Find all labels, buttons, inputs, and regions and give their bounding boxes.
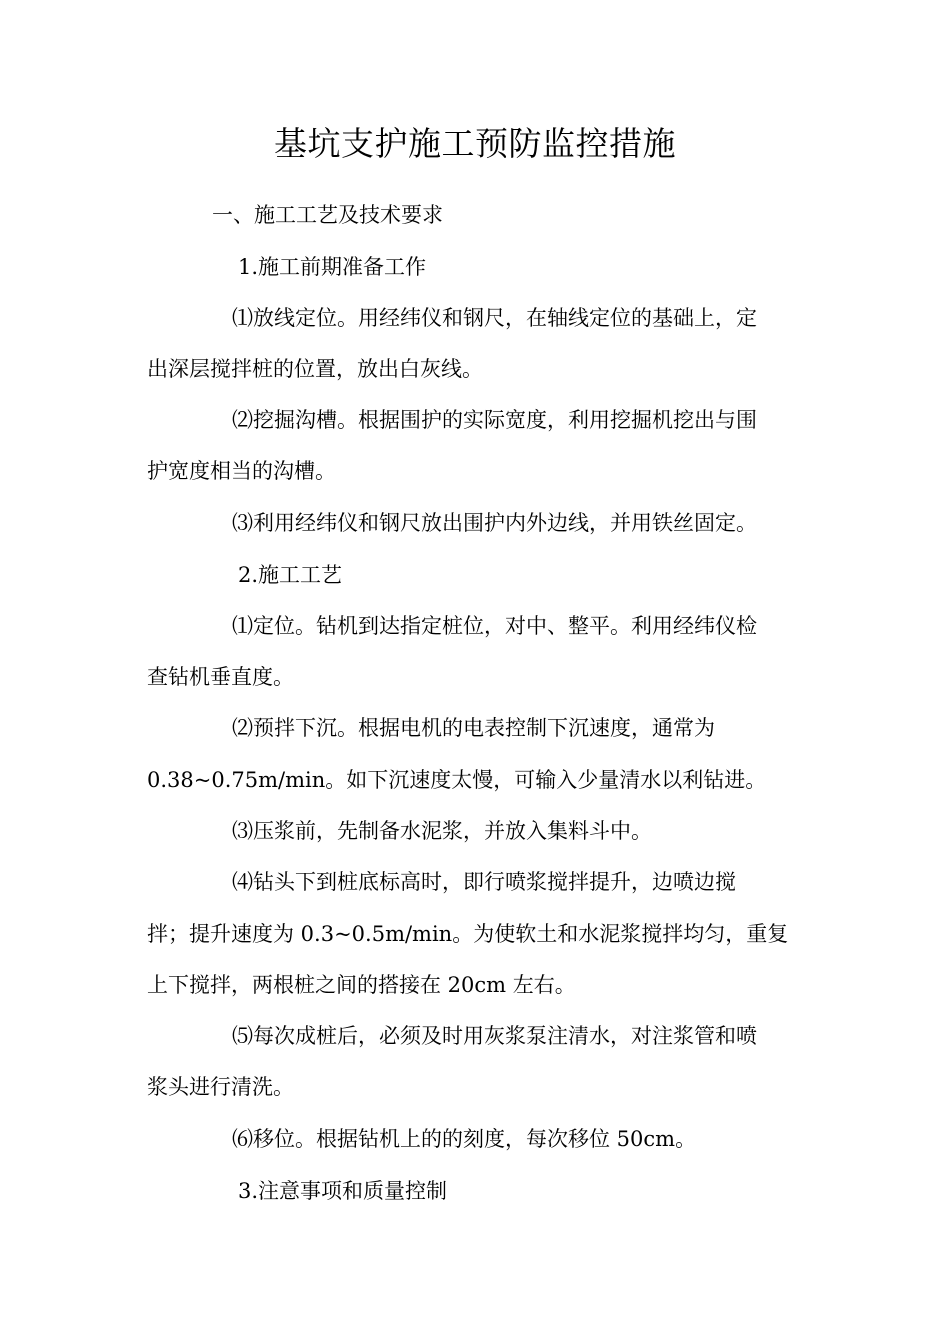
paragraph-line: ⑵挖掘沟槽。根据围护的实际宽度，利用挖掘机挖出与围: [232, 408, 757, 432]
paragraph-line: ⑴定位。钻机到达指定桩位，对中、整平。利用经纬仪检: [232, 614, 757, 638]
paragraph-line: 上下搅拌，两根桩之间的搭接在 20cm 左右。: [147, 973, 576, 997]
paragraph-line: 拌；提升速度为 0.3~0.5m/min。为使软土和水泥浆搅拌均匀，重复: [147, 922, 789, 946]
paragraph-line: 出深层搅拌桩的位置，放出白灰线。: [147, 357, 483, 381]
paragraph-line: ⑶压浆前，先制备水泥浆，并放入集料斗中。: [232, 819, 652, 843]
paragraph-line: ⑵预拌下沉。根据电机的电表控制下沉速度，通常为: [232, 716, 715, 740]
subsection-heading: 3.注意事项和质量控制: [238, 1179, 448, 1203]
paragraph-line: 浆头进行清洗。: [147, 1075, 294, 1099]
section-heading: 一、施工工艺及技术要求: [212, 203, 443, 227]
paragraph-line: ⑶利用经纬仪和钢尺放出围护内外边线，并用铁丝固定。: [232, 511, 757, 535]
paragraph-line: 0.38~0.75m/min。如下沉速度太慢，可输入少量清水以利钻进。: [147, 768, 767, 792]
document-title: 基坑支护施工预防监控措施: [274, 124, 676, 163]
paragraph-line: ⑸每次成桩后，必须及时用灰浆泵注清水，对注浆管和喷: [232, 1024, 757, 1048]
paragraph-line: ⑷钻头下到桩底标高时，即行喷浆搅拌提升，边喷边搅: [232, 870, 736, 894]
paragraph-line: ⑴放线定位。用经纬仪和钢尺，在轴线定位的基础上，定: [232, 306, 757, 330]
subsection-heading: 1.施工前期准备工作: [238, 255, 427, 279]
paragraph-line: ⑹移位。根据钻机上的的刻度，每次移位 50cm。: [232, 1127, 697, 1151]
paragraph-line: 护宽度相当的沟槽。: [147, 459, 336, 483]
paragraph-line: 查钻机垂直度。: [147, 665, 294, 689]
subsection-heading: 2.施工工艺: [238, 563, 343, 587]
